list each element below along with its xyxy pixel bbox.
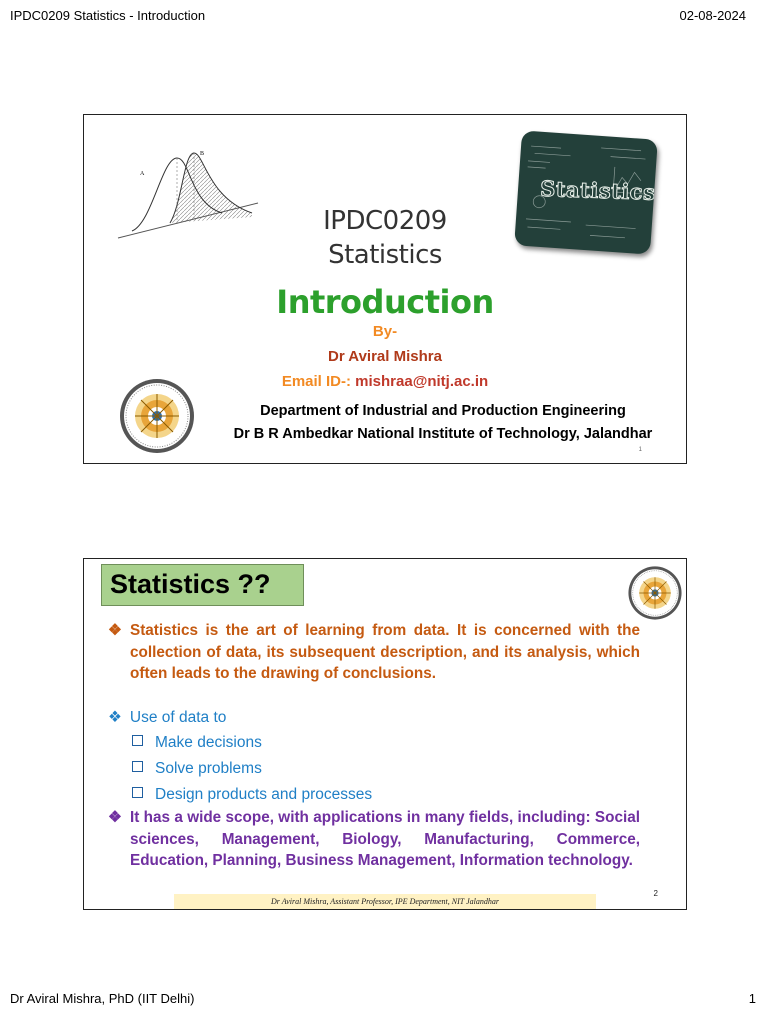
- course-code: IPDC0209: [323, 206, 447, 236]
- point-text: It has a wide scope, with applications in many fields, including: Social sciences, Management, Biology, Manufacturing, Commerce, Education, Planning, Business Management, Information technology.: [130, 809, 640, 869]
- email-address: mishraa@nitj.ac.in: [355, 373, 489, 390]
- page-number: 1: [748, 991, 756, 1006]
- slide-number: 2: [653, 889, 658, 898]
- slide-2: [83, 558, 687, 910]
- institute-name: Dr B R Ambedkar National Institute of Technology, Jalandhar: [233, 426, 653, 442]
- slide-1: [83, 114, 687, 464]
- topic-title: Introduction: [276, 283, 494, 321]
- point-scope: [108, 807, 640, 872]
- slide-footer-credit: Dr Aviral Mishra, Assistant Professor, IPE Department, NIT Jalandhar: [174, 894, 596, 909]
- chalkboard-text: Statistics: [539, 175, 656, 205]
- page-header-title: IPDC0209 Statistics - Introduction: [10, 8, 206, 23]
- sub-point: [132, 760, 262, 778]
- svg-text:B: B: [200, 151, 205, 157]
- diamond-bullet-icon: ❖: [108, 809, 122, 826]
- by-label: By-: [372, 323, 398, 340]
- email-label: Email ID-:: [281, 373, 356, 390]
- checkbox-bullet-icon: [132, 735, 143, 746]
- sub-point-text: Solve problems: [155, 760, 262, 777]
- sub-point-text: Make decisions: [155, 734, 262, 751]
- diamond-bullet-icon: ❖: [108, 709, 122, 726]
- point-text: Use of data to: [129, 709, 227, 726]
- department-name: Department of Industrial and Production Engineering: [260, 403, 626, 419]
- course-name: Statistics: [328, 240, 442, 270]
- checkbox-bullet-icon: [132, 787, 143, 798]
- slide-number: 1: [638, 447, 642, 453]
- slide-title: Statistics ??: [110, 569, 271, 599]
- nitj-logo: [118, 377, 196, 455]
- point-definition: [108, 620, 640, 685]
- page-header-date: 02-08-2024: [679, 8, 746, 23]
- svg-text:A: A: [140, 171, 145, 177]
- title-box: [101, 564, 304, 606]
- page-footer-author: Dr Aviral Mishra, PhD (IIT Delhi): [10, 991, 195, 1006]
- sub-point-text: Design products and processes: [155, 786, 373, 803]
- author-name: Dr Aviral Mishra: [328, 348, 442, 365]
- diamond-bullet-icon: ❖: [108, 622, 122, 639]
- sub-point: [132, 786, 372, 804]
- nitj-logo: [627, 565, 683, 621]
- checkbox-bullet-icon: [132, 761, 143, 772]
- point-use-of-data: [108, 708, 226, 727]
- point-text: Statistics is the art of learning from data. It is concerned with the collection of data, its subsequent description, and its analysis, which often leads to the drawing of conclusions.: [130, 622, 640, 682]
- sub-point: [132, 734, 262, 752]
